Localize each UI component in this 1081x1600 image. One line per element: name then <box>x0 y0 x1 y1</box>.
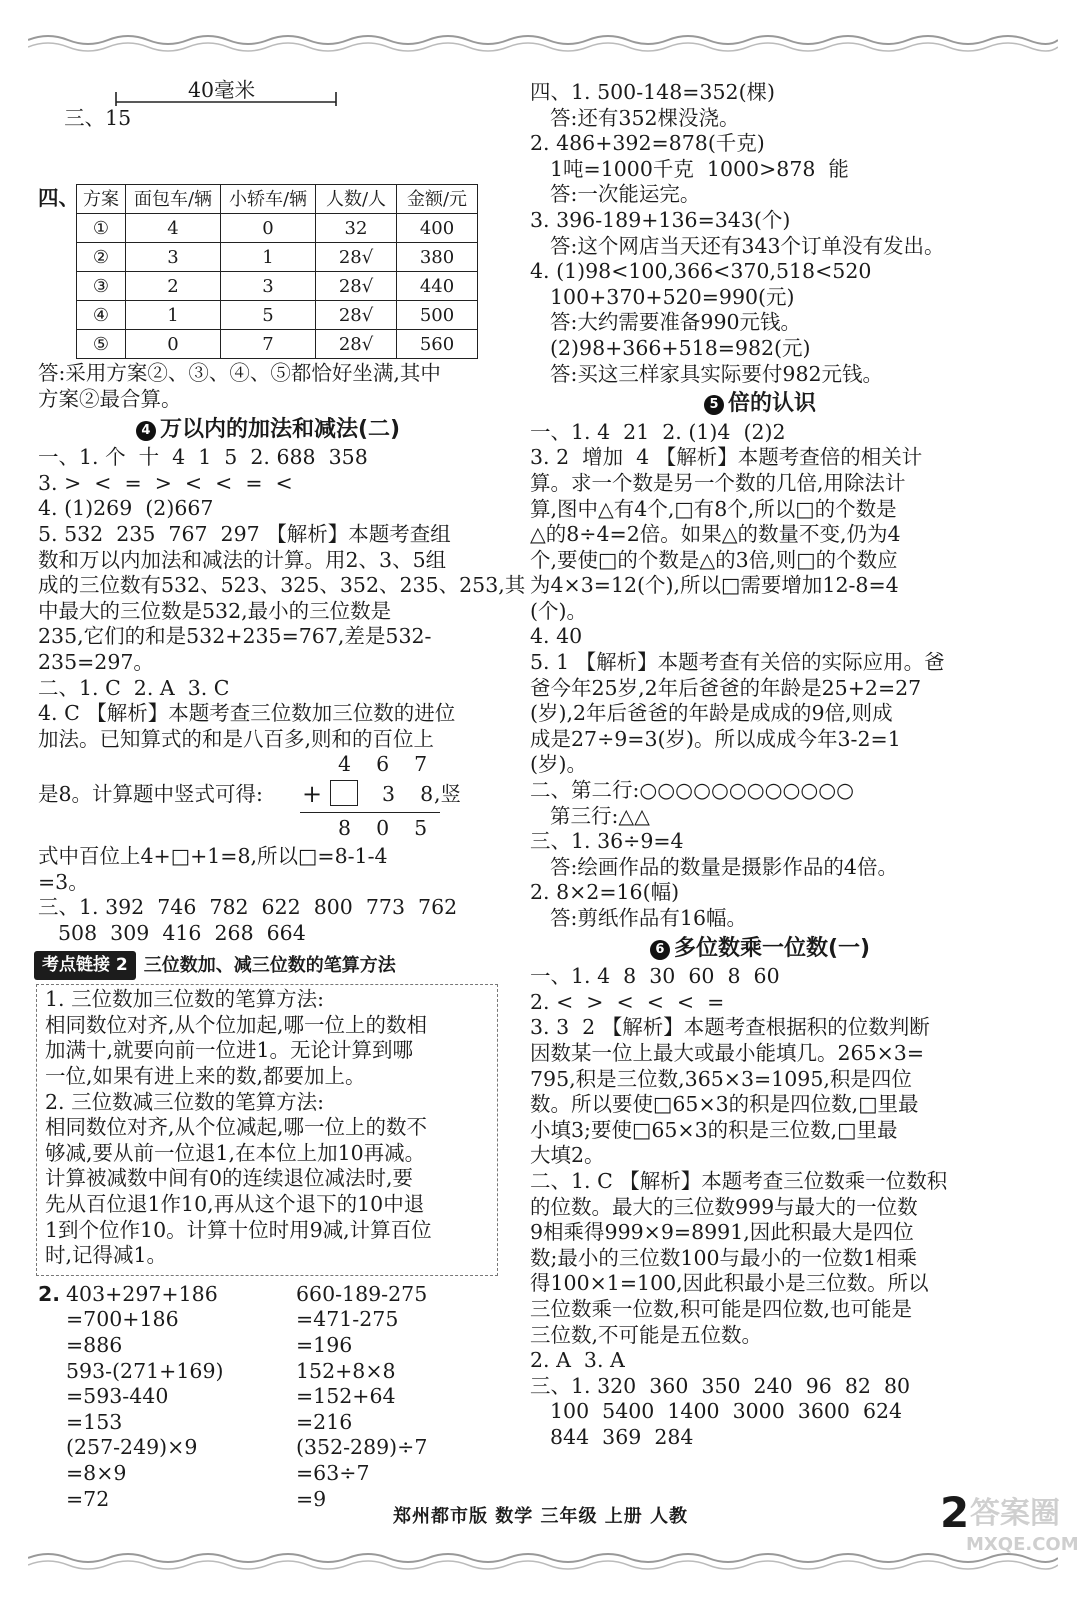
vertical-top-digits: 4 6 7 <box>338 752 432 777</box>
section-title: 多位数乘一位数(一) <box>673 935 871 961</box>
table-cell: 2 <box>126 272 221 301</box>
answer-line: 答:一次能运完。 <box>550 182 701 207</box>
answer-line: 3. 396-189+136=343(个) <box>530 207 791 232</box>
answer-line: 的位数。最大的三位数999与最大的一位数 <box>530 1194 918 1219</box>
table-cell: 4 <box>126 214 221 243</box>
table-cell: 0 <box>221 214 316 243</box>
answer-line: 一、1. 4 21 2. (1)4 (2)2 <box>530 419 786 444</box>
answer-line: =3。 <box>38 869 89 894</box>
answer-line: 3. 3 2 【解析】本题考查根据积的位数判断 <box>530 1015 930 1040</box>
answer-line: 100 5400 1400 3000 3600 624 <box>550 1399 903 1424</box>
answer-line: 答:大约需要准备990元钱。 <box>550 310 802 335</box>
answer-line: 成的三位数有532、523、325、352、235、253,其 <box>38 573 526 598</box>
section-heading-6 <box>530 936 990 962</box>
table-cell: ④ <box>77 301 126 330</box>
table-row <box>77 330 478 359</box>
table-cell: 440 <box>397 272 478 301</box>
decorative-border-top <box>28 30 1058 56</box>
key-point-line: 加满十,就要向前一位进1。无论计算到哪 <box>45 1038 414 1063</box>
answer-line: 式中百位上4+□+1=8,所以□=8-1-4 <box>38 844 388 869</box>
table-cell: 500 <box>397 301 478 330</box>
table-cell: ⑤ <box>77 330 126 359</box>
table-header: 小轿车/辆 <box>221 185 316 214</box>
answer-line: (个)。 <box>530 598 587 623</box>
calc-column-2 <box>296 1282 496 1512</box>
left-column <box>38 78 526 1512</box>
table-cell: 28√ <box>316 330 397 359</box>
answer-line: 一、1. 4 8 30 60 8 60 <box>530 964 780 989</box>
ruler-label: 40毫米 <box>188 78 256 102</box>
table-row <box>77 301 478 330</box>
answer-line: (岁)。 <box>530 752 587 777</box>
table-cell: 7 <box>221 330 316 359</box>
answer-line: 加法。已知算式的和是八百多,则和的百位上 <box>38 726 435 751</box>
calc-line: =8×9 <box>66 1460 127 1485</box>
section-title: 倍的认识 <box>727 391 816 417</box>
key-point-line: 时,记得减1。 <box>45 1243 168 1268</box>
calc-line: =153 <box>66 1409 123 1434</box>
calc-line: =196 <box>296 1332 353 1357</box>
sum-line <box>300 812 440 813</box>
calc-line: =700+186 <box>66 1307 179 1332</box>
answer-line: 爸今年25岁,2年后爸爸的年龄是25+2=27 <box>530 675 922 700</box>
section-number-badge: 6 <box>650 940 670 960</box>
vertical-result-digits: 8 0 5 <box>338 816 432 841</box>
table-header: 方案 <box>77 185 126 214</box>
key-point-line: 够减,要从前一位退1,在本位上加10再减。 <box>45 1140 426 1165</box>
key-point-line: 相同数位对齐,从个位减起,哪一位上的数不 <box>45 1115 428 1140</box>
page-number: 2 <box>940 1488 970 1537</box>
key-point-line: 计算被减数中间有0的连续退位减法时,要 <box>45 1166 414 1191</box>
table-cell: 380 <box>397 243 478 272</box>
key-point-line: 1. 三位数加三位数的笔算方法: <box>45 987 324 1012</box>
table-row <box>77 272 478 301</box>
table-cell: 3 <box>221 272 316 301</box>
answer-line: 为4×3=12(个),所以□需要增加12-8=4 <box>530 573 899 598</box>
table-cell: 28√ <box>316 272 397 301</box>
table-cell: ② <box>77 243 126 272</box>
answer-line: 三位数乘一位数,积可能是四位数,也可能是 <box>530 1296 913 1321</box>
calc-line: (257-249)×9 <box>66 1435 198 1460</box>
table-row <box>77 214 478 243</box>
answer-line: 因数某一位上最大或最小能填几。265×3= <box>530 1040 925 1065</box>
answer-line: (2)98+366+518=982(元) <box>550 335 811 360</box>
calc-line: =886 <box>66 1332 123 1357</box>
answer-line: 答:这个网店当天还有343个订单没有发出。 <box>550 233 945 258</box>
table-row <box>77 243 478 272</box>
answer-line: 9相乘得999×9=8991,因此积最大是四位 <box>530 1220 914 1245</box>
answer-line: 2. 486+392=878(千克) <box>530 131 765 156</box>
answer-line: 算,图中△有4个,□有8个,所以□的个数是 <box>530 496 897 521</box>
answer-line: 答:还有352棵没浇。 <box>550 105 740 130</box>
answer-line: 2. < > < < < = <box>530 989 725 1014</box>
table-cell: 1 <box>126 301 221 330</box>
answer-line: 方案②最合算。 <box>38 386 182 411</box>
vertical-calculation <box>38 752 498 844</box>
answer-line: 5. 1 【解析】本题考查有关倍的实际应用。爸 <box>530 650 945 675</box>
table-header: 人数/人 <box>316 185 397 214</box>
answer-line: 答:绘画作品的数量是摄影作品的4倍。 <box>550 854 898 879</box>
answer-line: 二、1. C 2. A 3. C <box>38 675 230 700</box>
vertical-lead-text: 是8。计算题中竖式可得: <box>38 782 263 807</box>
calc-line: =72 <box>66 1486 110 1511</box>
answer-line: 数。所以要使□65×3的积是四位数,□里最 <box>530 1092 919 1117</box>
answer-line: 3. 2 增加 4 【解析】本题考查倍的相关计 <box>530 445 923 470</box>
calc-line: 152+8×8 <box>296 1358 396 1383</box>
answer-line: 三、1. 36÷9=4 <box>530 829 684 854</box>
answer-line: 1吨=1000千克 1000>878 能 <box>550 156 849 181</box>
answer-line: 844 369 284 <box>550 1424 694 1449</box>
table-header-row <box>77 185 478 214</box>
calc-line: =9 <box>296 1486 327 1511</box>
section-heading-4 <box>38 417 498 443</box>
answer-line: 三、1. 320 360 350 240 96 82 80 <box>530 1373 911 1398</box>
table-cell: 0 <box>126 330 221 359</box>
answer-line: 3. > < = > < < = < <box>38 470 293 495</box>
table-cell: 560 <box>397 330 478 359</box>
section-number-badge: 5 <box>704 395 724 415</box>
answer-line: 数;最小的三位数100与最小的一位数1相乘 <box>530 1245 918 1270</box>
key-point-tag: 考点链接 2 <box>34 951 136 981</box>
vertical-mid-digits: 3 8 <box>382 782 438 807</box>
answer-line: 4. (1)269 (2)667 <box>38 496 214 521</box>
key-point-box <box>36 984 498 1276</box>
answer-line: 4. C 【解析】本题考查三位数加三位数的进位 <box>38 701 456 726</box>
question-number: 2. <box>38 1281 61 1306</box>
answer-line: 大填2。 <box>530 1143 605 1168</box>
key-point-line: 1到个位作10。计算十位时用9减,计算百位 <box>45 1217 432 1242</box>
table-cell: 28√ <box>316 301 397 330</box>
watermark-url: MXQE.COM <box>966 1534 1079 1555</box>
key-point-line: 2. 三位数减三位数的笔算方法: <box>45 1089 324 1114</box>
table-cell: 28√ <box>316 243 397 272</box>
answer-line: (岁),2年后爸爸的年龄是成成的9倍,则成 <box>530 701 893 726</box>
answer-line: 答:买这三样家具实际要付982元钱。 <box>550 361 884 386</box>
calc-line: 403+297+186 <box>66 1281 218 1306</box>
table-cell: 3 <box>126 243 221 272</box>
right-column <box>530 80 990 1450</box>
answer-line: 235=297。 <box>38 649 154 674</box>
answer-line: 5. 532 235 767 297 【解析】本题考查组 <box>38 521 451 546</box>
answer-line: 答:剪纸作品有16幅。 <box>550 906 747 930</box>
answer-line: 508 309 416 268 664 <box>58 921 306 946</box>
answer-line: 数和万以内加法和减法的计算。用2、3、5组 <box>38 547 447 572</box>
page-footer: 郑州都市版 数学 三年级 上册 人教 <box>392 1506 689 1527</box>
table-cell: 32 <box>316 214 397 243</box>
answer-line: 小填3;要使□65×3的积是三位数,□里最 <box>530 1117 898 1142</box>
calc-column-1 <box>38 1282 296 1512</box>
vertical-plus-sign: + <box>302 780 323 809</box>
table-header: 面包车/辆 <box>126 185 221 214</box>
calc-line: 593-(271+169) <box>66 1358 224 1383</box>
table-cell: ① <box>77 214 126 243</box>
answer-line: △的8÷4=2倍。如果△的数量不变,仍为4 <box>530 522 901 547</box>
answer-line: 三、15 <box>64 105 132 130</box>
key-point-line: 相同数位对齐,从个位加起,哪一位上的数相 <box>45 1012 428 1037</box>
answer-line: 中最大的三位数是532,最小的三位数是 <box>38 598 392 623</box>
table-cell: 1 <box>221 243 316 272</box>
watermark-logo: 答案圈 <box>970 1496 1060 1531</box>
section-heading-5 <box>530 391 990 417</box>
answer-line: 算。求一个数是另一个数的几倍,用除法计 <box>530 470 906 495</box>
calc-line: =593-440 <box>66 1384 169 1409</box>
calc-line: =471-275 <box>296 1307 399 1332</box>
section-title: 万以内的加法和减法(二) <box>159 416 401 442</box>
answer-line: 三位数,不可能是五位数。 <box>530 1322 763 1347</box>
calc-line: =216 <box>296 1409 353 1434</box>
options-table <box>76 184 478 359</box>
answer-line: 2. 8×2=16(幅) <box>530 880 680 905</box>
key-point-title: 三位数加、减三位数的笔算方法 <box>143 954 396 976</box>
section-marker: 四、 <box>38 186 79 211</box>
answer-line: 一、1. 个 十 4 1 5 2. 688 358 <box>38 445 368 470</box>
table-cell: 5 <box>221 301 316 330</box>
answer-line: 第三行:△△ <box>550 803 650 828</box>
answer-line: 得100×1=100,因此积最小是三位数。所以 <box>530 1271 929 1296</box>
calc-line: 660-189-275 <box>296 1281 428 1306</box>
answer-line: 个,要使□的个数是△的3倍,则□的个数应 <box>530 547 898 572</box>
section-number-badge: 4 <box>136 421 156 441</box>
key-point-line: 一位,如果有进上来的数,都要加上。 <box>45 1064 366 1089</box>
answer-line: 四、1. 500-148=352(棵) <box>530 80 776 104</box>
key-point-line: 先从百位退1作10,再从这个退下的10中退 <box>45 1192 425 1216</box>
table-cell: 400 <box>397 214 478 243</box>
answer-line: 成是27÷9=3(岁)。所以成成今年3-2=1 <box>530 726 901 751</box>
answer-line: 100+370+520=990(元) <box>550 284 795 309</box>
table-header: 金额/元 <box>397 185 478 214</box>
vertical-trailing-text: ,竖 <box>434 782 462 807</box>
calculation-block <box>38 1282 498 1512</box>
answer-line: 2. A 3. A <box>530 1348 625 1373</box>
answer-line: 795,积是三位数,365×3=1095,积是四位 <box>530 1066 912 1091</box>
answer-line: 二、1. C 【解析】本题考查三位数乘一位数积 <box>530 1168 948 1193</box>
answer-line: 三、1. 392 746 782 622 800 773 762 <box>38 895 458 920</box>
blank-box <box>330 780 358 806</box>
answer-line: 4. 40 <box>530 624 583 649</box>
answer-line: 二、第二行:○○○○○○○○○○○○ <box>530 778 855 803</box>
calc-line: (352-289)÷7 <box>296 1435 428 1460</box>
answer-line: 235,它们的和是532+235=767,差是532- <box>38 624 432 649</box>
calc-line: =63÷7 <box>296 1460 370 1485</box>
key-point-header <box>34 951 498 981</box>
decorative-border-bottom <box>28 1548 1058 1574</box>
answer-line: 答:采用方案②、③、④、⑤都恰好坐满,其中 <box>38 361 441 386</box>
answer-line: 4. (1)98<100,366<370,518<520 <box>530 259 872 284</box>
table-cell: ③ <box>77 272 126 301</box>
calc-line: =152+64 <box>296 1384 396 1409</box>
